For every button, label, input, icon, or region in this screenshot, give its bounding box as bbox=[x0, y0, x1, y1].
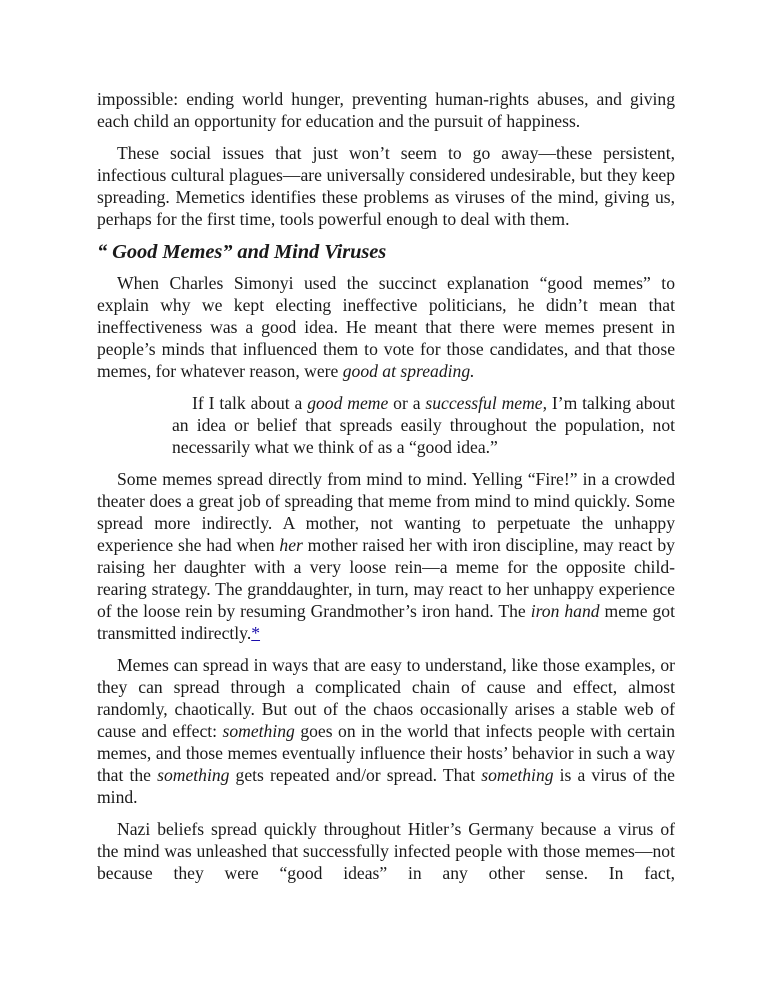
paragraph-social-issues: These social issues that just won’t seem to go away—these persistent, infectious cultural plagues—are universally considered undesirable, but they keep spreading. Memetics identifies these problems as viruses of the mind, giving us, perhaps for the first time, tools powerful enough to deal with them. bbox=[97, 143, 675, 229]
quote-text: If I talk about a bbox=[192, 393, 308, 413]
paragraph-text: mother raised her with iron discipline, may react by raising her daughter with a very loose rein—a meme for the opposite child-rearing strategy. The granddaughter, in turn, may react to her unhappy experience of the loose rein by resuming Grandmother’s iron hand. The bbox=[97, 535, 675, 621]
paragraph-text: gets repeated and/or spread. That bbox=[229, 765, 482, 785]
paragraph-text: is a virus of the mind. bbox=[97, 765, 675, 807]
footnote-link[interactable]: * bbox=[251, 623, 261, 643]
quote-text: I’m talking about an idea or belief that spreads easily throughout the population, not necessarily what we think of as a “good idea.” bbox=[172, 393, 675, 457]
emphasis: iron hand bbox=[530, 601, 600, 621]
page-body bbox=[97, 88, 675, 916]
paragraph-spread-directly bbox=[97, 468, 675, 644]
paragraph-continued: impossible: ending world hunger, preventing human-rights abuses, and giving each child an opportunity for education and the pursuit of happiness. bbox=[97, 89, 675, 131]
emphasis: successful meme, bbox=[425, 393, 548, 413]
paragraph-simonyi bbox=[97, 272, 675, 382]
paragraph-nazi: Nazi beliefs spread quickly throughout Hitler’s Germany because a virus of the mind was unleashed that successfully infected people with those memes—not because they were “good ideas” in any other sense. In fact, bbox=[97, 819, 675, 883]
paragraph-text: When Charles Simonyi used the succinct explanation “good memes” to explain why we kept electing ineffective politicians, he didn’t mean that ineffectiveness was a good idea. He meant that there were memes present in people’s minds that influenced them to vote for those candidates, and that those memes, for whatever reason, were bbox=[97, 273, 675, 381]
paragraph-text: Some memes spread directly from mind to mind. Yelling “Fire!” in a crowded theater does a great job of spreading that meme from mind to mind quickly. Some spread more indirectly. A mother, not wanting to perpetuate the unhappy experience she had when bbox=[97, 469, 675, 555]
paragraph-text: Memes can spread in ways that are easy to understand, like those examples, or they can spread through a complicated chain of cause and effect, almost randomly, chaotically. But out of the chaos occasionally arises a stable web of cause and effect: bbox=[97, 655, 675, 741]
section-heading: “ Good Memes” and Mind Viruses bbox=[97, 241, 387, 263]
emphasis: something bbox=[157, 765, 230, 785]
emphasis: something bbox=[222, 721, 295, 741]
paragraph-text: meme got transmitted indirectly. bbox=[97, 601, 675, 643]
paragraph-chaos bbox=[97, 654, 675, 808]
emphasis: her bbox=[279, 535, 303, 555]
block-quote bbox=[172, 392, 675, 458]
emphasis: good meme bbox=[307, 393, 389, 413]
paragraph-text: goes on in the world that infects people with certain memes, and those memes eventually influence their hosts’ behavior in such a way that the bbox=[97, 721, 675, 785]
quote-text: or a bbox=[388, 393, 426, 413]
emphasis: good at spreading. bbox=[342, 361, 475, 381]
emphasis: something bbox=[481, 765, 554, 785]
